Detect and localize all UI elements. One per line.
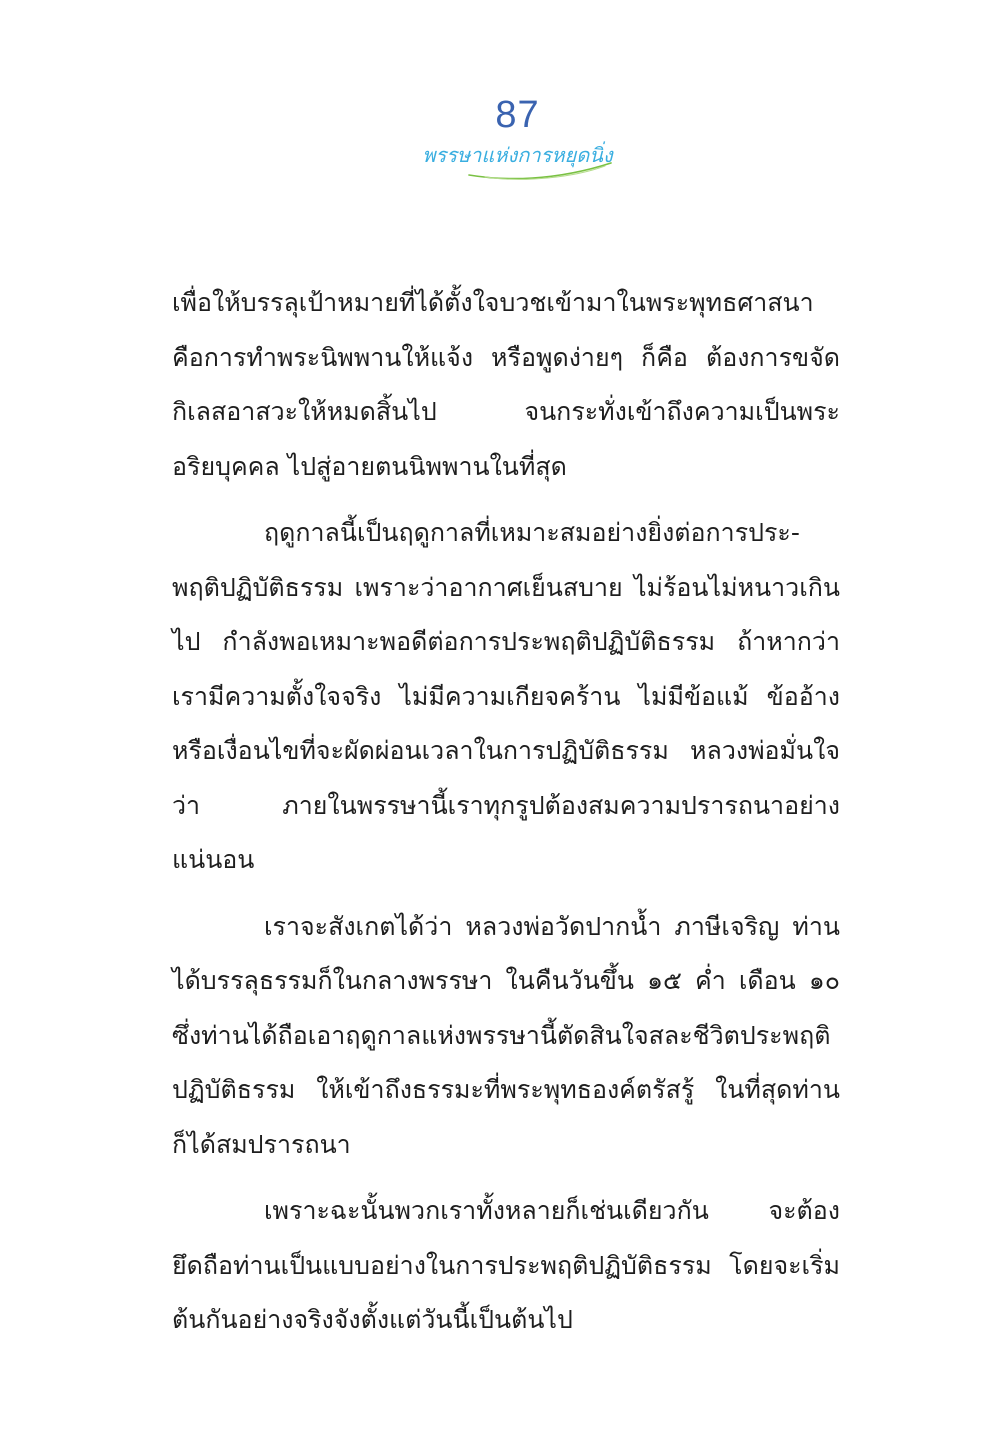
paragraph: เพราะฉะนั้นพวกเราทั้งหลายก็เช่นเดียวกัน จะต้องยึดถือท่านเป็นแบบอย่างในการประพฤติปฏิบัติธรรม โดยจะเริ่มต้นกันอย่างจริงจังตั้งแต่วันนี้เป็นต้นไป bbox=[172, 1196, 840, 1334]
page-number: 87 bbox=[495, 94, 540, 136]
paragraph: เพื่อให้บรรลุเป้าหมายที่ได้ตั้งใจบวชเข้ามาในพระพุทธศาสนา คือการทำพระนิพพานให้แจ้ง หรือพูดง่ายๆ ก็คือ ต้องการขจัดกิเลสอาสวะให้หมดสิ้นไป จนกระทั่งเข้าถึงความเป็นพระอริยบุคคล ไปสู่อายตนนิพพานในที่สุด bbox=[172, 288, 840, 481]
paragraph: ฤดูกาลนี้เป็นฤดูกาลที่เหมาะสมอย่างยิ่งต่อการประ-พฤติปฏิบัติธรรม เพราะว่าอากาศเย็นสบาย ไม่ร้อนไม่หนาวเกินไป กำลังพอเหมาะพอดีต่อการประพฤติปฏิบัติธรรม ถ้าหากว่าเรามีความตั้งใจจริง ไม่มีความเกียจคร้าน ไม่มีข้อแม้ ข้ออ้าง หรือเงื่อนไขที่จะผัดผ่อนเวลาในการปฏิบัติธรรม หลวงพ่อมั่นใจว่า ภายในพรรษานี้เราทุกรูปต้องสมความปรารถนาอย่างแน่นอน bbox=[172, 518, 840, 874]
paragraph: เราจะสังเกตได้ว่า หลวงพ่อวัดปากน้ำ ภาษีเจริญ ท่านได้บรรลุธรรมก็ในกลางพรรษา ในคืนวันขึ้น ๑๕ ค่ำ เดือน ๑๐ ซึ่งท่านได้ถือเอาฤดูกาลแห่งพรรษานี้ตัดสินใจสละชีวิตประพฤติปฏิบัติธรรม ให้เข้าถึงธรรมะที่พระพุทธองค์ตรัสรู้ ในที่สุดท่านก็ได้สมปรารถนา bbox=[172, 911, 840, 1159]
body-text bbox=[172, 276, 840, 1360]
book-title: พรรษาแห่งการหยุดนิ่ง bbox=[422, 143, 613, 167]
title-swoosh-decoration bbox=[465, 157, 615, 183]
